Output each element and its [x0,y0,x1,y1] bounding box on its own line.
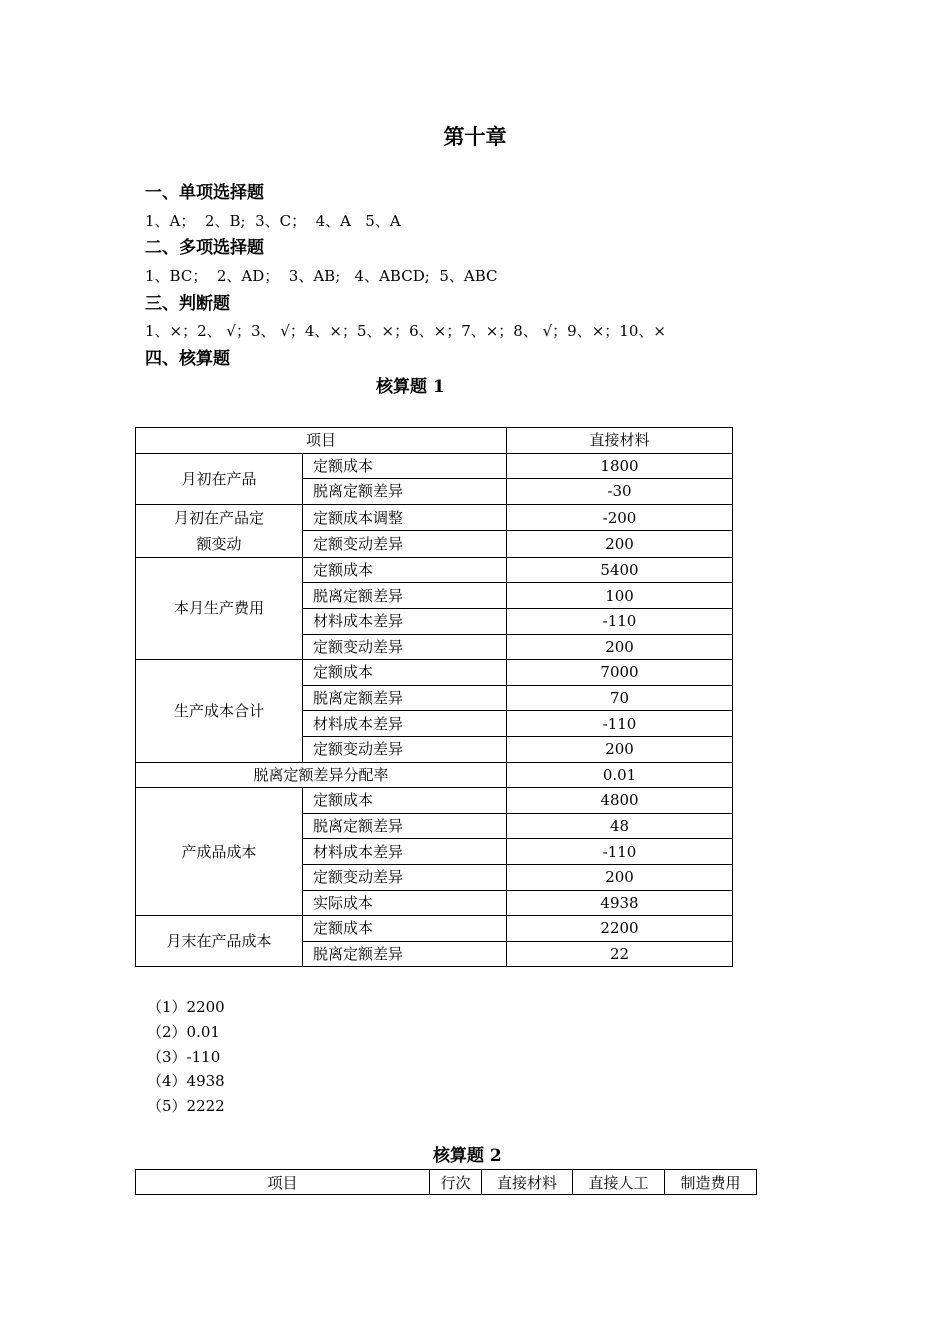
table-header-row [136,428,733,454]
row-item: 材料成本差异 [303,608,507,634]
row-value: 0.01 [507,762,733,788]
table-row [136,788,733,814]
group-label-text: 月初在产品定额变动 [173,508,264,553]
row-value: 48 [507,813,733,839]
table-row [136,453,733,479]
header-item: 项目 [136,1170,430,1195]
result-item: （2）0.01 [147,1022,220,1041]
row-value: 4800 [507,788,733,814]
row-value: -200 [507,504,733,531]
row-value: -110 [507,839,733,865]
row-item: 脱离定额差异 [303,941,507,967]
row-item: 定额成本 [303,916,507,942]
row-value: 200 [507,864,733,890]
chapter-title: 第十章 [443,124,507,149]
table-row [136,504,733,531]
group-label: 脱离定额差异分配率 [136,762,507,788]
group-label [136,504,303,557]
row-value: -110 [507,608,733,634]
group-label: 生产成本合计 [136,660,303,762]
row-item: 材料成本差异 [303,711,507,737]
group-label: 月末在产品成本 [136,916,303,967]
row-item: 定额成本 [303,453,507,479]
row-value: 7000 [507,660,733,686]
row-value: 1800 [507,453,733,479]
table-header-row [136,1170,757,1195]
header-item: 项目 [136,428,507,454]
row-value: 200 [507,736,733,762]
section-heading-single-choice: 一、单项选择题 [145,183,264,203]
multi-choice-answers: 1、BC； 2、AD； 3、AB; 4、ABCD; 5、ABC [145,267,498,285]
row-item: 脱离定额差异 [303,583,507,609]
row-item: 脱离定额差异 [303,479,507,505]
section-heading-accounting: 四、核算题 [145,349,230,369]
group-label: 产成品成本 [136,788,303,916]
table-row [136,762,733,788]
header-direct-materials: 直接材料 [482,1170,573,1195]
row-item: 脱离定额差异 [303,813,507,839]
row-item: 定额成本调整 [303,504,507,531]
header-line-number: 行次 [430,1170,482,1195]
row-value: 5400 [507,557,733,583]
table-row [136,557,733,583]
group-label: 本月生产费用 [136,557,303,659]
row-item: 定额变动差异 [303,634,507,660]
row-value: 2200 [507,916,733,942]
result-item: （1）2200 [147,998,225,1016]
row-value: 200 [507,634,733,660]
group-label: 月初在产品 [136,453,303,504]
row-value: 100 [507,583,733,609]
section-heading-true-false: 三、判断题 [145,294,230,314]
row-value: 200 [507,531,733,558]
result-item: （5）2222 [147,1097,225,1116]
result-item: （3）-110 [147,1047,221,1066]
row-value: 70 [507,685,733,711]
row-item: 实际成本 [303,890,507,916]
header-direct-labor: 直接人工 [573,1170,665,1195]
row-value: 4938 [507,890,733,916]
problem2-table [135,1169,757,1195]
problem2-title: 核算题 2 [433,1146,502,1166]
problem1-title: 核算题 1 [376,377,445,397]
true-false-answers: 1、×；2、 √；3、 √；4、×；5、×；6、×；7、×；8、 √；9、×；10、× [145,322,666,340]
header-direct-materials: 直接材料 [507,428,733,454]
problem1-results [147,995,225,1119]
row-item: 材料成本差异 [303,839,507,865]
row-item: 定额成本 [303,660,507,686]
result-item: （4）4938 [147,1072,225,1091]
problem1-table [135,427,733,967]
row-item: 脱离定额差异 [303,685,507,711]
table-row [136,916,733,942]
row-value: 22 [507,941,733,967]
row-item: 定额变动差异 [303,736,507,762]
row-value: -110 [507,711,733,737]
row-item: 定额成本 [303,557,507,583]
row-item: 定额变动差异 [303,531,507,558]
single-choice-answers: 1、A； 2、B; 3、C； 4、A 5、A [145,212,401,230]
table-row [136,660,733,686]
header-manufacturing-overhead: 制造费用 [665,1170,757,1195]
section-heading-multi-choice: 二、多项选择题 [145,238,264,258]
row-item: 定额成本 [303,788,507,814]
row-value: -30 [507,479,733,505]
row-item: 定额变动差异 [303,864,507,890]
